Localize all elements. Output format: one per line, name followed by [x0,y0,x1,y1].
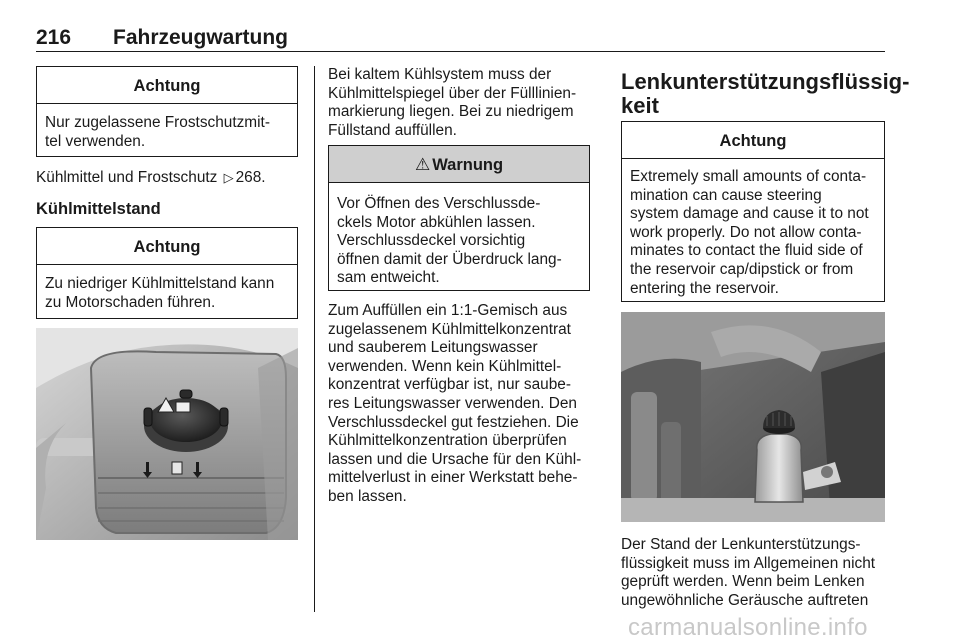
caution-box-coolant-level [36,227,298,319]
caution-title: Achtung [622,122,884,159]
text-line: Extremely small amounts of conta- [630,168,867,185]
caution-text [37,265,297,321]
reference-text: Kühlmittel und Frostschutz [36,169,218,186]
text-line: the reservoir cap/dipstick or from [630,260,854,278]
caution-box-antifreeze [36,66,298,157]
header-rule [36,51,885,52]
text-line: flüssigkeit muss im Allgemeinen nicht [621,554,876,572]
warning-triangle-icon: ⚠ [414,155,431,174]
text-line: mination can cause steering [630,186,822,204]
text-line: öffnen damit der Überdruck lang- [337,250,562,268]
refill-instructions [328,302,590,507]
text-line: res Leitungswasser verwenden. Den [328,394,577,412]
text-line: Der Stand der Lenkunterstützungs- [621,536,861,553]
warning-box [328,145,590,291]
text-line: zugelassenem Kühlmittelkonzentrat [328,320,571,338]
text-line: zu Motorschaden führen. [45,293,216,311]
text-line: Vor Öffnen des Verschlussde- [337,195,541,212]
steering-fluid-text [621,536,885,610]
text-line: Zu niedriger Kühlmittelstand kann [45,275,275,292]
text-line: lassen und die Ursache für den Kühl- [328,450,582,468]
warning-text [329,183,589,297]
chapter-title: Fahrzeugwartung [113,26,289,49]
text-line: und sauberem Leitungswasser [328,339,538,357]
caution-box-steering-wrap [621,121,885,302]
page-number: 216 [36,26,72,49]
text-line: tel verwenden. [45,132,146,150]
text-line: Zum Auffüllen ein 1:1-Gemisch aus [328,302,568,319]
text-line: ckels Motor abkühlen lassen. [337,213,536,231]
section-subheading: Kühlmittelstand [36,200,161,218]
text-line: Kühlmittelkonzentration überprüfen [328,432,567,450]
text-line: Verschlussdeckel gut festziehen. Die [328,413,579,431]
text-line: Nur zugelassene Frostschutzmit- [45,114,270,131]
coolant-reservoir-photo [36,328,298,540]
title-line: keit [621,93,659,118]
cross-reference [36,169,298,188]
text-line: ungewöhnliche Geräusche auftreten [621,591,869,609]
steering-fluid-reservoir-photo [621,312,885,522]
caution-title: Achtung [37,228,297,265]
text-line: Bei kaltem Kühlsystem muss der [328,66,552,83]
reference-page[interactable]: 268. [235,169,266,186]
caution-title: Achtung [37,67,297,104]
warning-box-wrap [328,145,590,291]
text-line: mittelverlust in einer Werkstatt behe- [328,469,578,487]
column-separator [314,66,315,612]
column-1 [36,66,298,157]
text-line: minates to contact the fluid side of [630,242,863,260]
warning-title: Warnung [432,156,504,174]
text-line: geprüft werden. Wenn beim Lenken [621,573,865,591]
text-line: Verschlussdeckel vorsichtig [337,232,526,250]
warning-header [329,146,589,183]
caution-text [37,104,297,160]
title-line: Lenkunterstützungsflüssig- [621,69,910,94]
coolant-level-intro [328,66,590,140]
text-line: ben lassen. [328,487,407,505]
section-title [621,69,910,118]
text-line: Füllstand auffüllen. [328,121,457,139]
text-line: konzentrat verfügbar ist, nur saube- [328,376,571,394]
page-reference-icon: ▷ [223,170,234,185]
caution-text [622,159,884,307]
text-line: entering the reservoir. [630,279,779,297]
caution-box-coolant-level-wrap [36,227,298,319]
text-line: verwenden. Wenn kein Kühlmittel- [328,357,562,375]
watermark: carmanualsonline.info [628,614,868,641]
caution-box-steering [621,121,885,302]
text-line: Kühlmittelspiegel über der Fülllinien- [328,84,577,102]
text-line: markierung liegen. Bei zu niedrigem [328,103,574,121]
text-line: work properly. Do not allow conta- [630,223,862,241]
text-line: system damage and cause it to not [630,205,869,223]
text-line: sam entweicht. [337,269,440,287]
